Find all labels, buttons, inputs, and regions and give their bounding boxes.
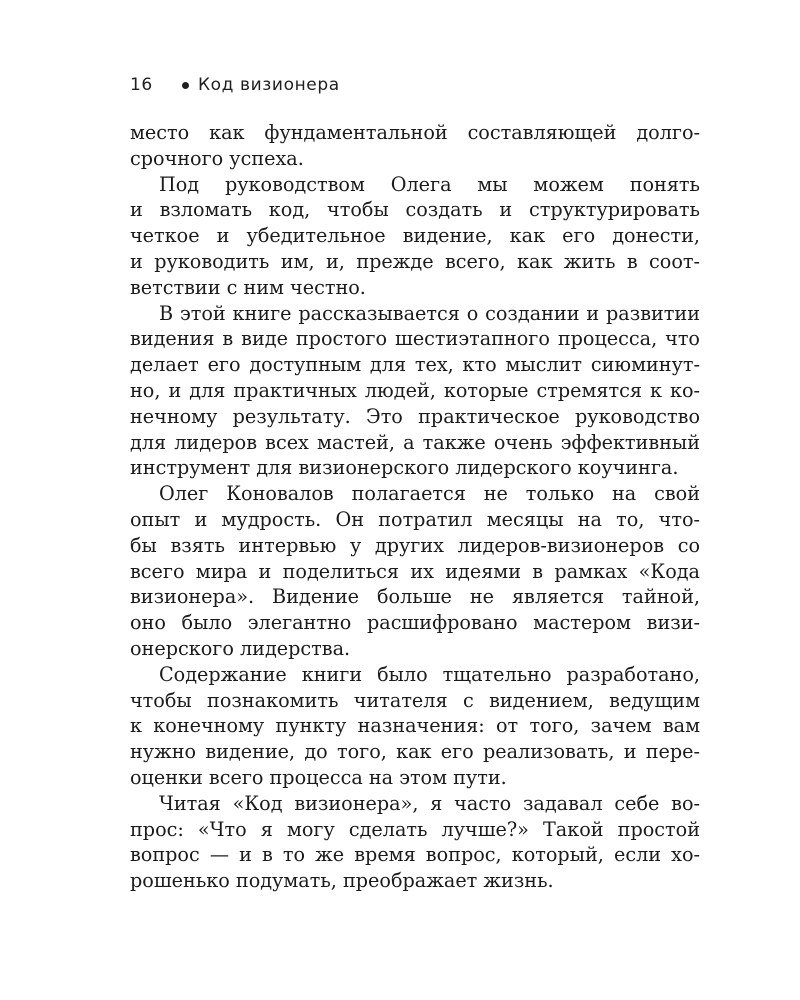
text-line: срочного успеха. — [130, 146, 304, 170]
text-line: Читая «Код визионера», я часто задавал себе во- — [159, 791, 700, 815]
paragraph — [130, 120, 700, 172]
text-line: инструмент для визионерского лидерского коучинга. — [130, 456, 679, 480]
text-line: делает его доступным для тех, кто мыслит сиюминут- — [130, 353, 700, 377]
text-line: но, и для практичных людей, которые стремятся к ко- — [130, 378, 700, 402]
running-head — [130, 72, 340, 98]
text-line: опыт и мудрость. Он потратил месяцы на то, что- — [130, 507, 700, 531]
text-line: визионера». Видение больше не является тайной, — [130, 585, 700, 609]
text-line: к конечному пункту назначения: от того, зачем вам — [130, 714, 700, 738]
text-line: оно было элегантно расшифровано мастером визи- — [130, 611, 700, 635]
text-line: Олег Коновалов полагается не только на свой — [159, 482, 700, 506]
text-line: нечному результату. Это практическое руководство — [130, 404, 700, 428]
text-line: место как фундаментальной составляющей долго- — [130, 121, 700, 144]
page-number: 16 — [130, 75, 153, 95]
paragraph — [130, 791, 700, 894]
text-line: и взломать код, чтобы создать и структурировать — [130, 198, 700, 222]
body-text — [130, 120, 700, 894]
paragraph — [130, 172, 700, 301]
text-line: видения в виде простого шестиэтапного процесса, что — [130, 327, 700, 351]
text-line: нужно видение, до того, как его реализовать, и пере- — [130, 740, 700, 764]
text-line: ветствии с ним честно. — [130, 275, 366, 299]
text-line: четкое и убедительное видение, как его донести, — [130, 224, 700, 248]
text-line: для лидеров всех мастей, а также очень эффективный — [130, 430, 700, 454]
text-line: и руководить им, и, прежде всего, как жить в соот- — [130, 249, 700, 273]
text-line: В этой книге рассказывается о создании и развитии — [159, 301, 700, 325]
paragraph — [130, 662, 700, 791]
bullet-icon — [182, 82, 189, 89]
text-line: вопрос — и в то же время вопрос, который, если хо- — [130, 843, 700, 867]
text-line: прос: «Что я могу сделать лучше?» Такой простой — [130, 817, 700, 841]
text-line: оценки всего процесса на этом пути. — [130, 765, 507, 789]
text-line: онерского лидерства. — [130, 636, 351, 660]
text-line: всего мира и поделиться их идеями в рамках «Кода — [130, 559, 700, 583]
text-line: чтобы познакомить читателя с видением, ведущим — [130, 688, 700, 712]
paragraph — [130, 301, 700, 482]
text-line: Под руководством Олега мы можем понять — [159, 172, 700, 196]
text-line: бы взять интервью у других лидеров-визионеров со — [130, 533, 700, 557]
text-line: Содержание книги было тщательно разработано, — [159, 662, 700, 686]
book-title: Код визионера — [198, 75, 340, 95]
paragraph — [130, 481, 700, 662]
text-line: рошенько подумать, преображает жизнь. — [130, 869, 554, 893]
